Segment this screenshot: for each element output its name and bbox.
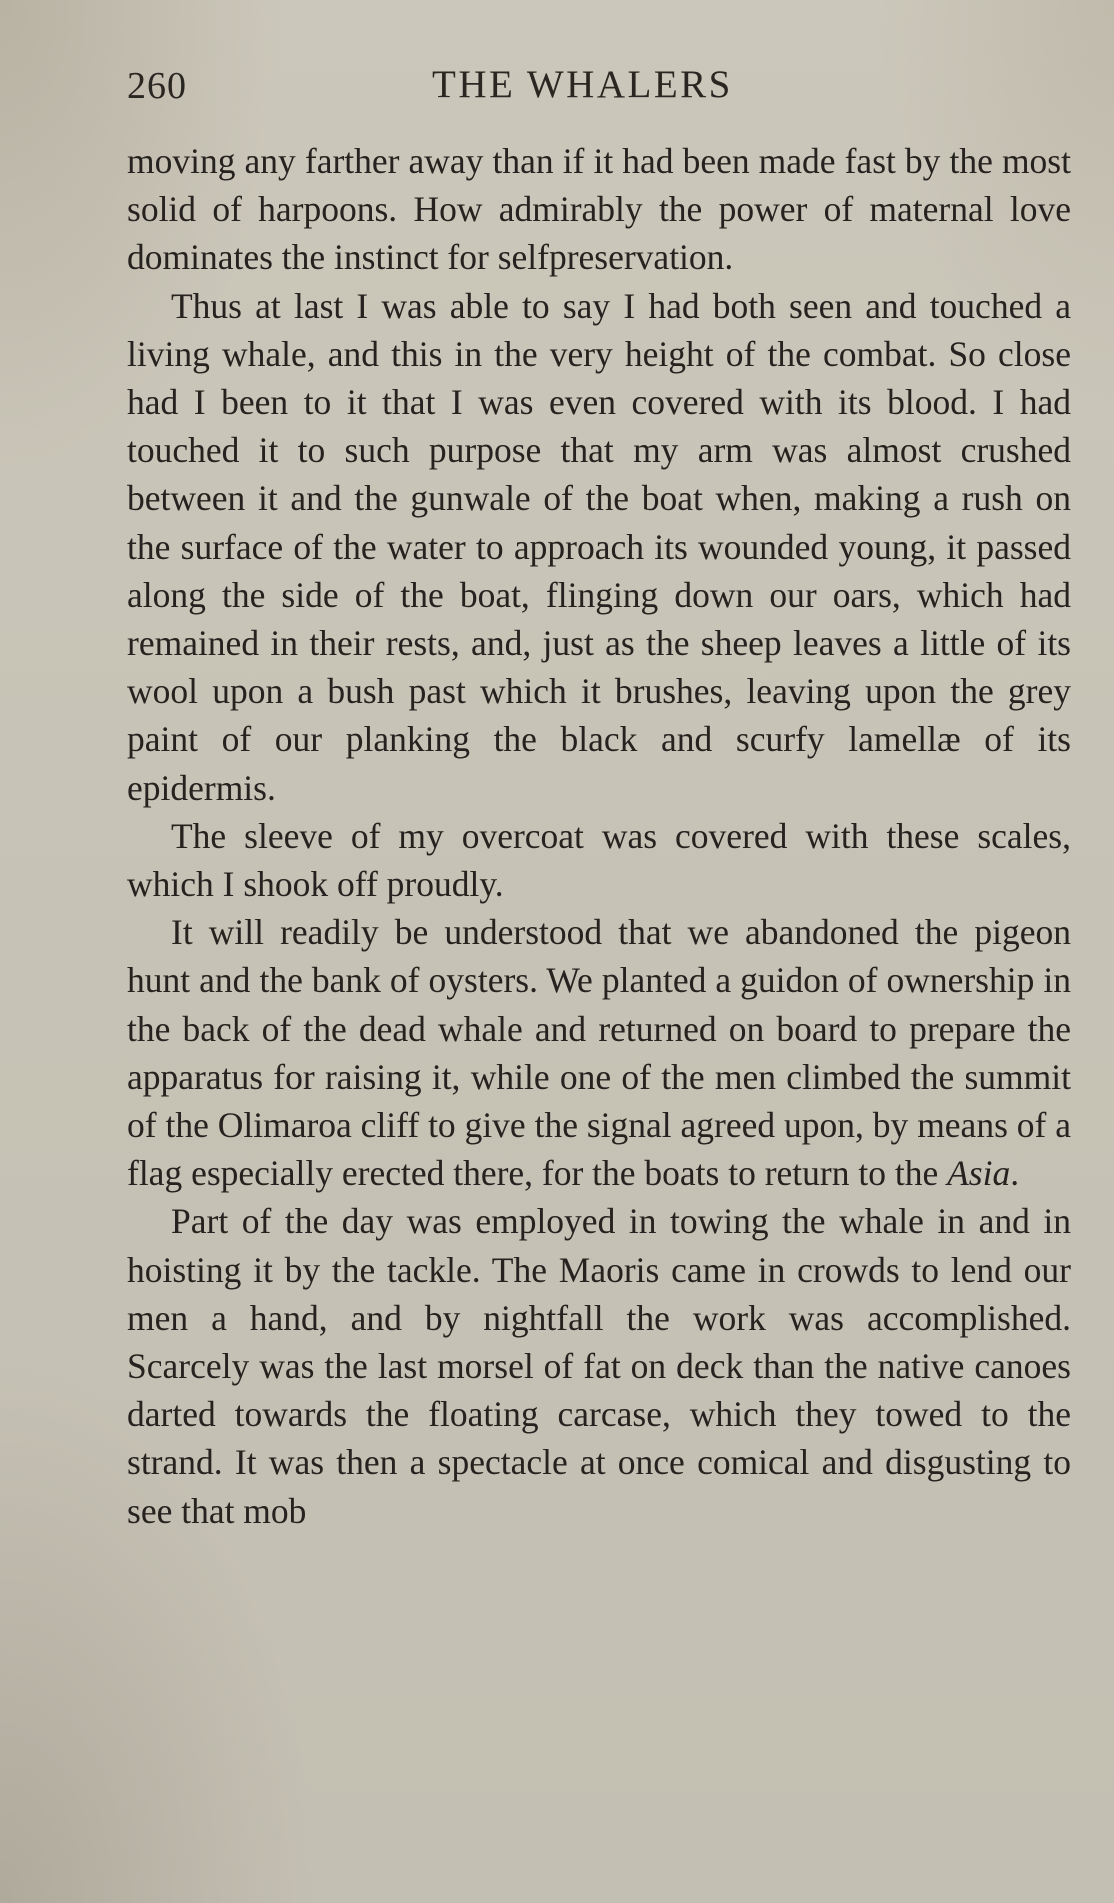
paragraph <box>127 812 1071 908</box>
running-title: THE WHALERS <box>432 63 733 106</box>
body-text <box>127 137 1071 1535</box>
paragraph-text: The sleeve of my overcoat was covered with these scales, which I shook off proudly. <box>127 815 1071 905</box>
paragraph-text: Thus at last I was able to say I had both seen and touched a living whale, and this in the very height of the combat. So close had I been to it that I was even covered with its blood. I had touched it to such purpose that my arm was almost crushed between it and the gunwale of the boat when, making a rush on the surface of the water to approach its wounded young, it passed along the side of the boat, flinging down our oars, which had remained in their rests, and, just as the sheep leaves a little of its wool upon a bush past which it brushes, leaving upon the grey paint of our planking the black and scurfy lamellæ of its epidermis. <box>127 285 1071 808</box>
paragraph <box>127 908 1071 1197</box>
paragraph-text: Part of the day was employed in towing the whale in and in hoisting it by the tackle. The Maoris came in crowds to lend our men a hand, and by nightfall the work was accomplished. Scarcely was the last morsel of fat on deck than the native canoes darted towards the floating carcase, which they towed to the strand. It was then a spectacle at once comical and disgusting to see that mob <box>127 1201 1071 1531</box>
paragraph-text: It will readily be understood that we abandoned the pigeon hunt and the bank of oysters. We planted a guidon of ownership in the back of the dead whale and returned on board to prepare the apparatus for raising it, while one of the men climbed the summit of the Olimaroa cliff to give the signal agreed upon, by means of a flag especially erected there, for the boats to return to the <box>127 912 1071 1194</box>
paragraph-text: moving any farther away than if it had been made fast by the most solid of harpoons. How admirably the power of maternal love dominates the instinct for selfpreservation. <box>127 141 1071 278</box>
paragraph-end: . <box>1010 1153 1020 1194</box>
paragraph <box>127 282 1071 812</box>
page-number: 260 <box>127 65 187 107</box>
paragraph-continued <box>127 137 1071 282</box>
paragraph <box>127 1197 1071 1534</box>
ship-name: Asia <box>947 1153 1011 1194</box>
running-head <box>0 58 1114 118</box>
